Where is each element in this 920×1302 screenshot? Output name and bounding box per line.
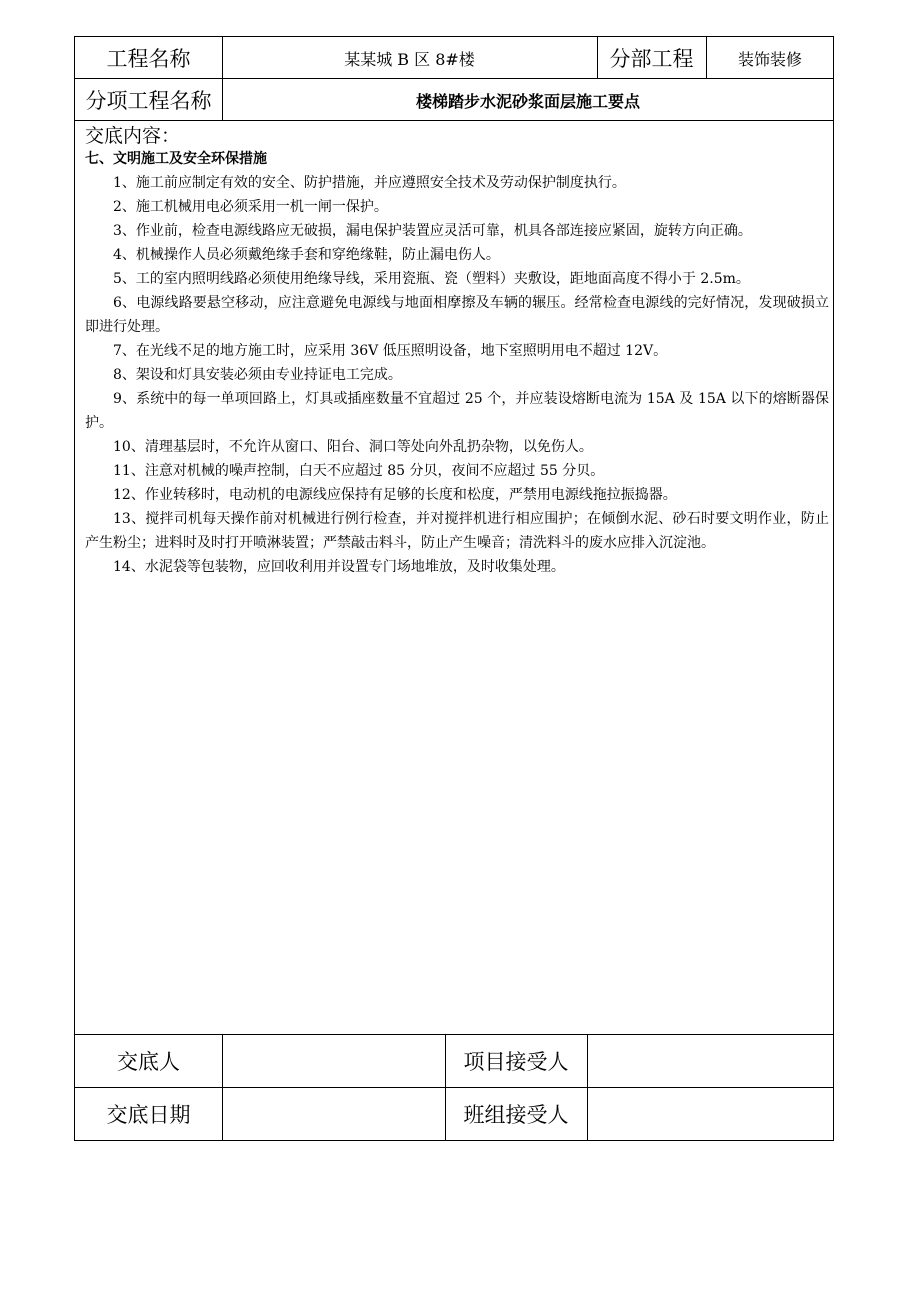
list-item: 1、施工前应制定有效的安全、防护措施，并应遵照安全技术及劳动保护制度执行。 [113, 175, 626, 191]
disclosure-form [74, 36, 834, 1141]
team-receiver-field[interactable] [587, 1088, 833, 1140]
column-divider [597, 37, 598, 78]
column-divider [222, 37, 223, 120]
project-name-label: 工程名称 [106, 47, 191, 71]
list-item: 8、架设和灯具安装必须由专业持证电工完成。 [113, 367, 402, 383]
date-field[interactable] [222, 1088, 445, 1140]
discloser-field[interactable] [222, 1035, 445, 1087]
project-receiver-field[interactable] [587, 1035, 833, 1087]
column-divider [706, 37, 707, 78]
list-item: 14、水泥袋等包装物，应回收利用并设置专门场地堆放，及时收集处理。 [113, 559, 565, 575]
list-item: 10、清理基层时，不允许从窗口、阳台、洞口等处向外乱扔杂物，以免伤人。 [113, 439, 593, 455]
list-item: 9、系统中的每一单项回路上，灯具或插座数量不宜超过 25 个，并应装设熔断电流为 15A 及 15A 以下的熔断器保护。 [85, 391, 829, 431]
list-item: 5、工的室内照明线路必须使用绝缘导线，采用瓷瓶、瓷（塑料）夹敷设，距地面高度不得小于 2.5m。 [113, 271, 750, 287]
list-item: 7、在光线不足的地方施工时，应采用 36V 低压照明设备，地下室照明用电不超过 12V。 [113, 343, 668, 359]
subitem-label: 分项工程名称 [85, 89, 212, 113]
section-heading: 七、文明施工及安全环保措施 [85, 151, 267, 167]
content-title: 交底内容： [85, 125, 181, 147]
row-divider [75, 120, 833, 121]
row-divider [75, 78, 833, 79]
list-item: 11、注意对机械的噪声控制，白天不应超过 85 分贝，夜间不应超过 55 分贝。 [113, 463, 605, 479]
list-item: 4、机械操作人员必须戴绝缘手套和穿绝缘鞋，防止漏电伤人。 [113, 247, 500, 263]
discloser-label: 交底人 [117, 1050, 180, 1074]
list-item: 3、作业前，检查电源线路应无破损，漏电保护装置应灵活可靠，机具各部连接应紧固，旋转方向正确。 [113, 223, 752, 239]
disclosure-content [85, 125, 829, 579]
subitem-value: 楼梯踏步水泥砂浆面层施工要点 [415, 91, 640, 111]
list-item: 13、搅拌司机每天操作前对机械进行例行检查，并对搅拌机进行相应围护；在倾倒水泥、砂石时要文明作业，防止产生粉尘；进料时及时打开喷淋装置；严禁敲击料斗，防止产生噪音；清洗料斗的废水应排入沉淀池。 [85, 511, 829, 551]
list-item: 6、电源线路要悬空移动，应注意避免电源线与地面相摩擦及车辆的辗压。经常检查电源线的完好情况，发现破损立即进行处理。 [85, 295, 829, 335]
project-name-value: 某某城 B 区 8#楼 [344, 49, 475, 69]
division-value: 装饰装修 [737, 49, 802, 69]
team-receiver-label: 班组接受人 [463, 1103, 569, 1127]
list-item: 12、作业转移时，电动机的电源线应保持有足够的长度和松度，严禁用电源线拖拉振捣器。 [113, 487, 677, 503]
list-item: 2、施工机械用电必须采用一机一闸一保护。 [113, 199, 388, 215]
date-label: 交底日期 [106, 1103, 191, 1127]
division-label: 分部工程 [609, 47, 694, 71]
project-receiver-label: 项目接受人 [463, 1050, 569, 1074]
